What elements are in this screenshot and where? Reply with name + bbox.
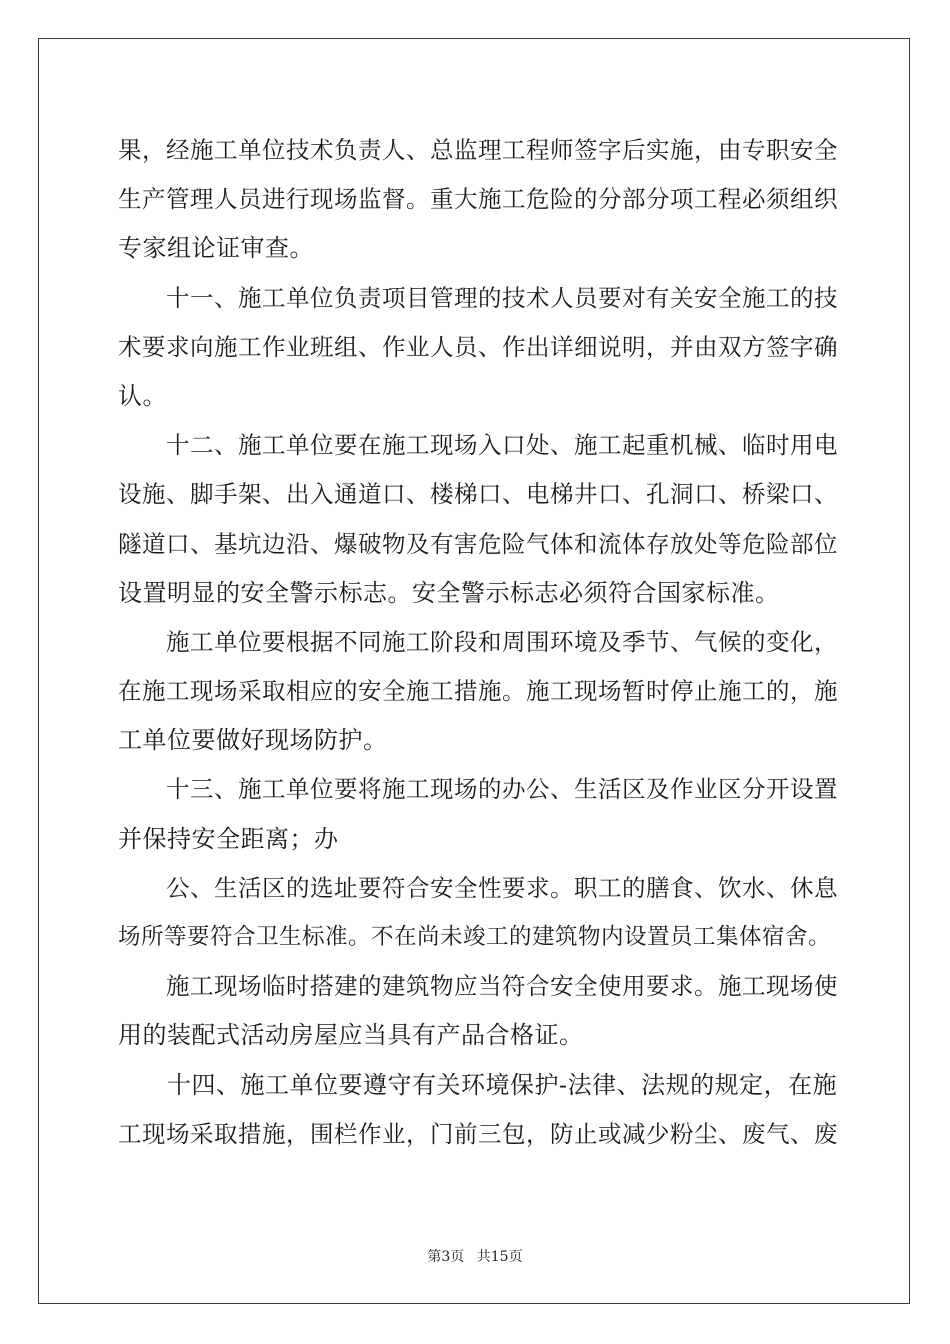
text-line: 设施、脚手架、出入通道口、楼梯口、电梯井口、孔洞口、桥梁口、 xyxy=(118,480,838,509)
text-line: 术要求向施工作业班组、作业人员、作出详细说明，并由双方签字确 xyxy=(118,332,838,361)
text-line: 十四、施工单位要遵守有关环境保护-法律、法规的规定，在施 xyxy=(118,1070,838,1099)
page-footer xyxy=(0,1246,950,1266)
text-line: 十一、施工单位负责项目管理的技术人员要对有关安全施工的技 xyxy=(118,283,838,312)
text-line: 用的装配式活动房屋应当具有产品合格证。 xyxy=(118,1021,584,1050)
text-line: 认。 xyxy=(118,381,167,410)
text-line: 专家组论证审查。 xyxy=(118,234,314,263)
text-line: 在施工现场采取相应的安全施工措施。施工现场暂时停止施工的，施 xyxy=(118,677,838,706)
page-number: 第3页 xyxy=(427,1249,465,1265)
page-total: 共15页 xyxy=(476,1249,523,1265)
text-line: 并保持安全距离；办 xyxy=(118,824,339,853)
text-line: 工单位要做好现场防护。 xyxy=(118,726,388,755)
text-line: 设置明显的安全警示标志。安全警示标志必须符合国家标准。 xyxy=(118,578,780,607)
text-line: 施工现场临时搭建的建筑物应当符合安全使用要求。施工现场使 xyxy=(118,972,838,1001)
text-line: 工现场采取措施，围栏作业，门前三包，防止或减少粉尘、废气、废 xyxy=(118,1119,838,1148)
text-line: 果，经施工单位技术负责人、总监理工程师签字后实施，由专职安全 xyxy=(118,136,838,164)
document-body xyxy=(118,126,838,1159)
text-line: 生产管理人员进行现场监督。重大施工危险的分部分项工程必须组织 xyxy=(118,185,838,214)
text-line: 十三、施工单位要将施工现场的办公、生活区及作业区分开设置 xyxy=(118,775,838,804)
text-line: 施工单位要根据不同施工阶段和周围环境及季节、气候的变化， xyxy=(118,627,838,656)
text-line: 公、生活区的选址要符合安全性要求。职工的膳食、饮水、休息 xyxy=(118,873,838,902)
text-line: 场所等要符合卫生标准。不在尚未竣工的建筑物内设置员工集体宿舍。 xyxy=(118,924,832,950)
text-line: 隧道口、基坑边沿、爆破物及有害危险气体和流体存放处等危险部位 xyxy=(118,529,838,558)
text-line: 十二、施工单位要在施工现场入口处、施工起重机械、临时用电 xyxy=(118,431,838,460)
